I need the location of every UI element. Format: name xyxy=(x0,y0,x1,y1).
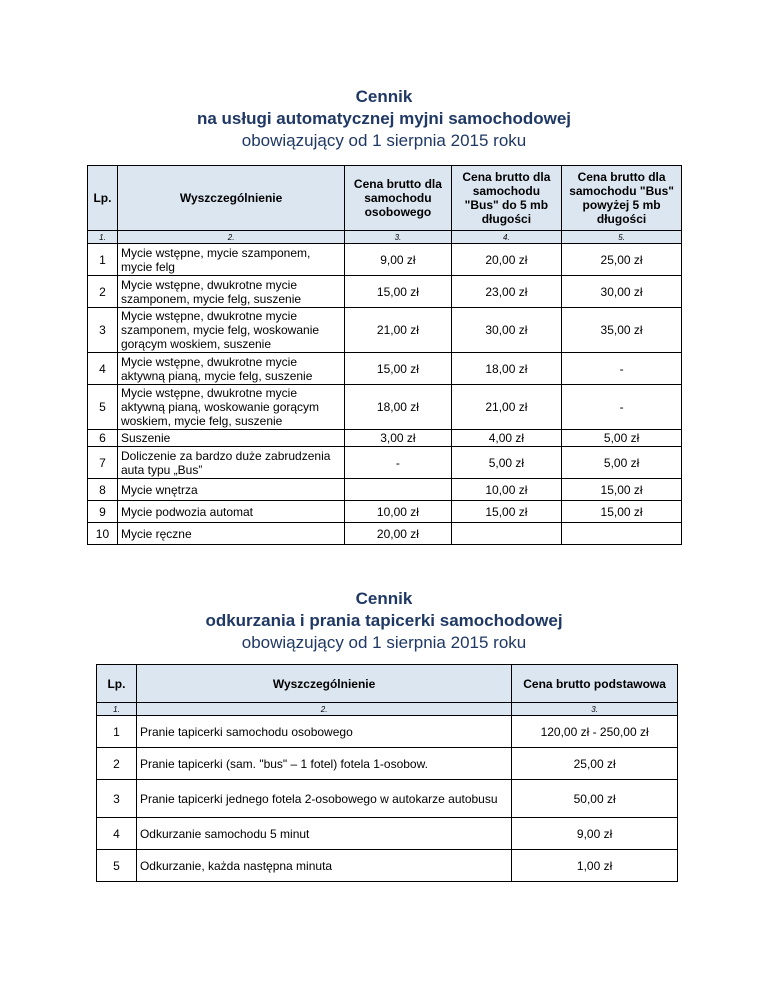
table-row xyxy=(88,385,682,430)
row-number: 8 xyxy=(88,479,118,501)
row-description: Mycie ręczne xyxy=(117,523,344,545)
price-bus-large: 15,00 zł xyxy=(562,479,682,501)
table-row xyxy=(88,308,682,353)
header-price-bus-large: Cena brutto dla samochodu "Bus" powyżej 5 mb długości xyxy=(562,166,682,231)
table-row xyxy=(97,850,678,882)
colnum: 3. xyxy=(345,231,451,244)
price-car: 15,00 zł xyxy=(345,353,451,385)
row-description: Doliczenie za bardzo duże zabrudzenia auta typu „Bus” xyxy=(117,447,344,479)
table-row xyxy=(88,501,682,523)
column-number-row xyxy=(88,231,682,244)
price-bus-large: 5,00 zł xyxy=(562,447,682,479)
row-description: Mycie wstępne, dwukrotne mycie szamponem, mycie felg, suszenie xyxy=(117,276,344,308)
price-car xyxy=(345,479,451,501)
colnum: 1. xyxy=(88,231,118,244)
table-row xyxy=(88,244,682,276)
price-car: 21,00 zł xyxy=(345,308,451,353)
colnum: 3. xyxy=(512,703,678,716)
price-base: 50,00 zł xyxy=(512,780,678,818)
price-bus-small: 21,00 zł xyxy=(451,385,562,430)
table-header-row xyxy=(97,665,678,703)
section2-date: obowiązujący od 1 sierpnia 2015 roku xyxy=(241,633,527,652)
price-car: 10,00 zł xyxy=(345,501,451,523)
row-description: Mycie wnętrza xyxy=(117,479,344,501)
colnum: 2. xyxy=(117,231,344,244)
price-car: 3,00 zł xyxy=(345,430,451,447)
row-number: 4 xyxy=(97,818,137,850)
price-base: 25,00 zł xyxy=(512,748,678,780)
row-number: 1 xyxy=(88,244,118,276)
table-row xyxy=(88,447,682,479)
table-row xyxy=(97,716,678,748)
price-base: 1,00 zł xyxy=(512,850,678,882)
table-row xyxy=(88,523,682,545)
table-row xyxy=(88,353,682,385)
row-number: 6 xyxy=(88,430,118,447)
header-price-bus-small: Cena brutto dla samochodu "Bus" do 5 mb długości xyxy=(451,166,562,231)
column-number-row xyxy=(97,703,678,716)
row-description: Odkurzanie samochodu 5 minut xyxy=(136,818,511,850)
price-bus-small: 10,00 zł xyxy=(451,479,562,501)
row-description: Mycie wstępne, dwukrotne mycie aktywną pianą, mycie felg, suszenie xyxy=(117,353,344,385)
row-description: Pranie tapicerki (sam. "bus" – 1 fotel) fotela 1-osobow. xyxy=(136,748,511,780)
price-bus-small: 18,00 zł xyxy=(451,353,562,385)
header-lp: Lp. xyxy=(88,166,118,231)
table-row xyxy=(97,748,678,780)
header-lp: Lp. xyxy=(97,665,137,703)
price-bus-large: 5,00 zł xyxy=(562,430,682,447)
price-car: 15,00 zł xyxy=(345,276,451,308)
section1-subtitle: na usługi automatycznej myjni samochodowej xyxy=(196,109,572,128)
row-number: 3 xyxy=(97,780,137,818)
price-bus-large: 30,00 zł xyxy=(562,276,682,308)
price-bus-large: - xyxy=(562,353,682,385)
table-row xyxy=(97,818,678,850)
section1-date: obowiązujący od 1 sierpnia 2015 roku xyxy=(241,131,527,150)
price-bus-large: 35,00 zł xyxy=(562,308,682,353)
header-description: Wyszczególnienie xyxy=(117,166,344,231)
row-number: 5 xyxy=(88,385,118,430)
header-price-base: Cena brutto podstawowa xyxy=(512,665,678,703)
price-bus-small: 15,00 zł xyxy=(451,501,562,523)
colnum: 1. xyxy=(97,703,137,716)
row-number: 10 xyxy=(88,523,118,545)
section2-subtitle: odkurzania i prania tapicerki samochodowej xyxy=(205,611,563,630)
row-description: Mycie wstępne, mycie szamponem, mycie felg xyxy=(117,244,344,276)
price-bus-small: 20,00 zł xyxy=(451,244,562,276)
carwash-price-table xyxy=(87,165,682,545)
price-car: 20,00 zł xyxy=(345,523,451,545)
price-bus-small: 30,00 zł xyxy=(451,308,562,353)
price-base: 9,00 zł xyxy=(512,818,678,850)
colnum: 4. xyxy=(451,231,562,244)
colnum: 2. xyxy=(136,703,511,716)
colnum: 5. xyxy=(562,231,682,244)
row-number: 7 xyxy=(88,447,118,479)
header-description: Wyszczególnienie xyxy=(136,665,511,703)
row-description: Mycie wstępne, dwukrotne mycie szamponem, mycie felg, woskowanie gorącym woskiem, suszenie xyxy=(117,308,344,353)
price-bus-large xyxy=(562,523,682,545)
price-bus-large: 25,00 zł xyxy=(562,244,682,276)
table-row xyxy=(88,479,682,501)
row-description: Suszenie xyxy=(117,430,344,447)
header-price-car: Cena brutto dla samochodu osobowego xyxy=(345,166,451,231)
row-number: 5 xyxy=(97,850,137,882)
price-bus-small: 23,00 zł xyxy=(451,276,562,308)
table-row xyxy=(88,430,682,447)
row-description: Mycie wstępne, dwukrotne mycie aktywną pianą, woskowanie gorącym woskiem, mycie felg, suszenie xyxy=(117,385,344,430)
section2-title: Cennik xyxy=(355,589,413,608)
price-car: 9,00 zł xyxy=(345,244,451,276)
section1-title: Cennik xyxy=(355,87,413,106)
price-base: 120,00 zł - 250,00 zł xyxy=(512,716,678,748)
price-bus-large: - xyxy=(562,385,682,430)
section1-heading xyxy=(0,86,768,152)
row-description: Pranie tapicerki jednego fotela 2-osobowego w autokarze autobusu xyxy=(136,780,511,818)
row-number: 3 xyxy=(88,308,118,353)
row-number: 4 xyxy=(88,353,118,385)
table-header-row xyxy=(88,166,682,231)
row-description: Mycie podwozia automat xyxy=(117,501,344,523)
upholstery-price-table xyxy=(96,664,678,882)
price-bus-small: 5,00 zł xyxy=(451,447,562,479)
row-number: 1 xyxy=(97,716,137,748)
price-bus-large: 15,00 zł xyxy=(562,501,682,523)
section2-heading xyxy=(0,588,768,654)
row-number: 9 xyxy=(88,501,118,523)
row-number: 2 xyxy=(88,276,118,308)
row-description: Pranie tapicerki samochodu osobowego xyxy=(136,716,511,748)
table-row xyxy=(88,276,682,308)
price-bus-small: 4,00 zł xyxy=(451,430,562,447)
table-row xyxy=(97,780,678,818)
row-description: Odkurzanie, każda następna minuta xyxy=(136,850,511,882)
price-car: 18,00 zł xyxy=(345,385,451,430)
row-number: 2 xyxy=(97,748,137,780)
price-bus-small xyxy=(451,523,562,545)
price-car: - xyxy=(345,447,451,479)
